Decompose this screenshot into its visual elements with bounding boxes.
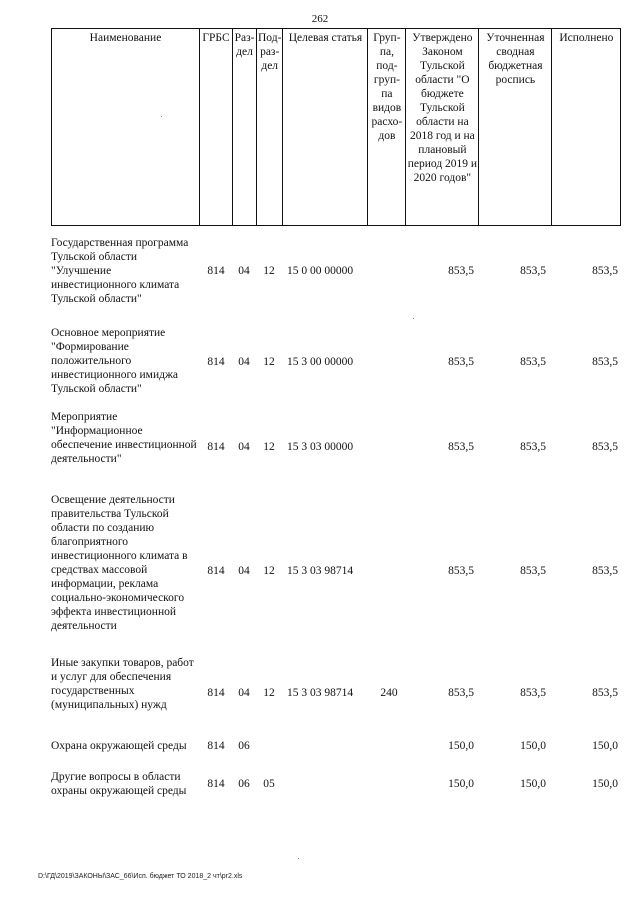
- header-utverzhdeno: Утверждено Законом Тульской области "О бюджете Тульской области на 2018 год и на плановый период 2019 и 2020 годов": [406, 29, 479, 226]
- row-name: Охрана окружающей среды: [51, 740, 187, 752]
- table-header: [51, 28, 621, 226]
- row-razdel: 04: [238, 441, 250, 453]
- row-name: Государственная программа Тульской области "Улучшение инвестиционного климата Тульской области": [51, 237, 189, 305]
- row-ispolneno: 853,5: [592, 441, 618, 453]
- row-podrazdel: 12: [263, 687, 275, 699]
- header-celevaya: Целевая статья: [283, 29, 368, 226]
- row-utochnennaya: 853,5: [520, 356, 546, 368]
- row-utverzhdeno: 150,0: [448, 778, 474, 790]
- row-utochnennaya: 853,5: [520, 441, 546, 453]
- header-utochnennaya: Уточненная сводная бюджетная роспись: [479, 29, 552, 226]
- row-grbs: 814: [207, 265, 225, 277]
- header-podrazdel: Под-раз-дел: [257, 29, 283, 226]
- row-utochnennaya: 853,5: [520, 565, 546, 577]
- row-name: Освещение деятельности правительства Тульской области по созданию благоприятного инвестиционного климата в средствах массовой информации, реклама социально-экономического эффекта инвестиционной деятельности: [51, 494, 188, 632]
- scan-speck: [161, 116, 162, 117]
- header-name: Наименование: [52, 29, 200, 226]
- row-celevaya: 15 3 00 00000: [287, 356, 354, 368]
- row-razdel: 04: [238, 265, 250, 277]
- row-celevaya: 15 3 03 00000: [287, 441, 354, 453]
- row-grbs: 814: [207, 441, 225, 453]
- row-ispolneno: 150,0: [592, 778, 618, 790]
- row-podrazdel: 12: [263, 565, 275, 577]
- row-celevaya: 15 3 03 98714: [287, 687, 354, 699]
- row-grbs: 814: [207, 565, 225, 577]
- row-razdel: 06: [238, 740, 250, 752]
- row-razdel: 04: [238, 687, 250, 699]
- row-grbs: 814: [207, 740, 225, 752]
- row-ispolneno: 853,5: [592, 265, 618, 277]
- row-utverzhdeno: 150,0: [448, 740, 474, 752]
- header-grbs: ГРБС: [200, 29, 233, 226]
- header-razdel: Раз-дел: [233, 29, 257, 226]
- row-ispolneno: 853,5: [592, 356, 618, 368]
- row-razdel: 06: [238, 778, 250, 790]
- page-number: 262: [311, 13, 329, 25]
- scan-speck: [413, 318, 414, 319]
- row-ispolneno: 853,5: [592, 565, 618, 577]
- header-ispolneno: Исполнено: [552, 29, 621, 226]
- row-utverzhdeno: 853,5: [448, 356, 474, 368]
- row-name: Иные закупки товаров, работ и услуг для обеспечения государственных (муниципальных) нужд: [51, 657, 194, 711]
- row-name: Мероприятие "Информационное обеспечение инвестиционной деятельности": [51, 411, 197, 465]
- header-vid: Груп-па, под-груп-па видов расхо-дов: [368, 29, 406, 226]
- row-name: Основное мероприятие "Формирование положительного инвестиционного имиджа Тульской области": [51, 327, 179, 395]
- row-utochnennaya: 150,0: [520, 740, 546, 752]
- row-utverzhdeno: 853,5: [448, 687, 474, 699]
- row-utverzhdeno: 853,5: [448, 565, 474, 577]
- row-utochnennaya: 853,5: [520, 687, 546, 699]
- row-grbs: 814: [207, 687, 225, 699]
- row-grbs: 814: [207, 356, 225, 368]
- footer-file-path: D:\ГД\2019\ЗАКОНЫ\ЗАС_66\Исп. бюджет ТО 2018_2 чт\pr2.xls: [38, 873, 243, 880]
- row-grbs: 814: [207, 778, 225, 790]
- row-utochnennaya: 853,5: [520, 265, 546, 277]
- row-podrazdel: 12: [263, 441, 275, 453]
- row-razdel: 04: [238, 356, 250, 368]
- row-utverzhdeno: 853,5: [448, 441, 474, 453]
- row-name: Другие вопросы в области охраны окружающей среды: [51, 771, 187, 797]
- scan-speck: [298, 858, 299, 859]
- row-podrazdel: 05: [263, 778, 275, 790]
- row-utochnennaya: 150,0: [520, 778, 546, 790]
- row-utverzhdeno: 853,5: [448, 265, 474, 277]
- row-celevaya: 15 0 00 00000: [287, 265, 354, 277]
- row-ispolneno: 150,0: [592, 740, 618, 752]
- row-podrazdel: 12: [263, 265, 275, 277]
- row-ispolneno: 853,5: [592, 687, 618, 699]
- row-podrazdel: 12: [263, 356, 275, 368]
- row-vid: 240: [380, 687, 398, 699]
- row-celevaya: 15 3 03 98714: [287, 565, 354, 577]
- row-razdel: 04: [238, 565, 250, 577]
